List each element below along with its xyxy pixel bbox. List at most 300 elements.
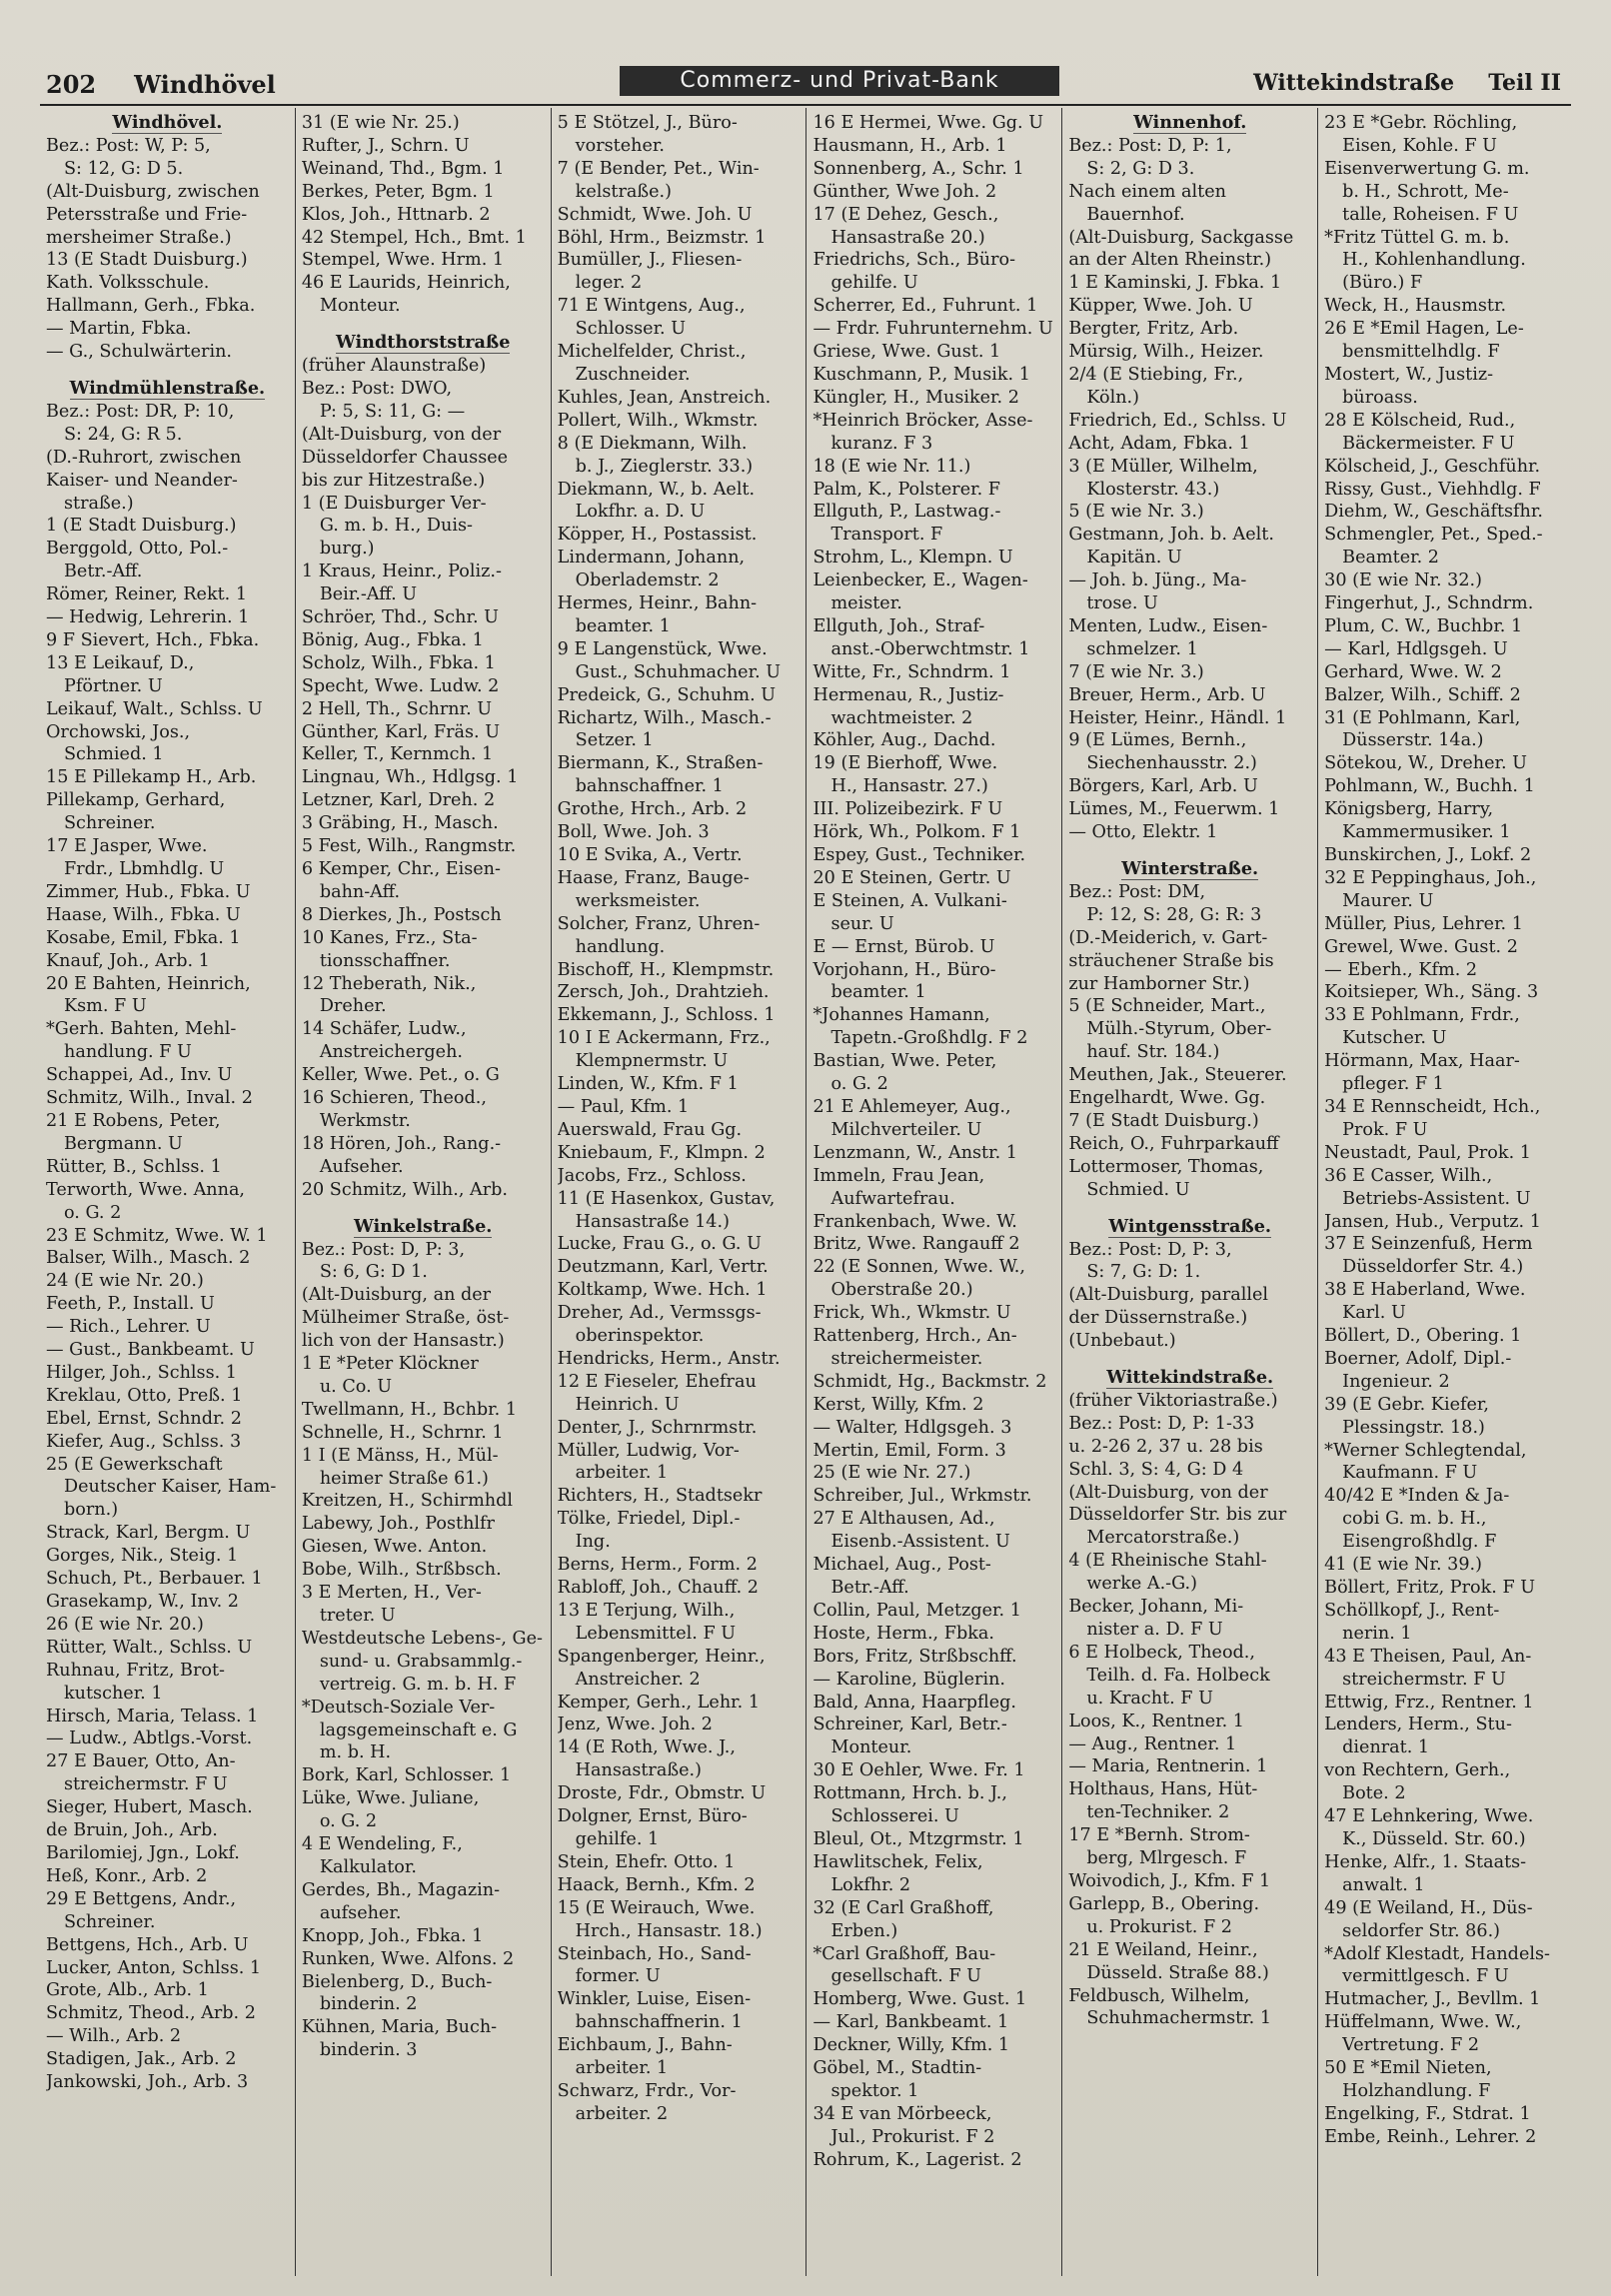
directory-entry: 39 (E Gebr. Kiefer, (1324, 1394, 1489, 1415)
directory-entry: schmelzer. 1 (1086, 638, 1198, 659)
directory-entry: cobi G. m. b. H., (1342, 1509, 1487, 1530)
directory-entry: 28 E Kölscheid, Rud., (1324, 410, 1516, 431)
directory-entry: werksmeister. (575, 890, 701, 911)
directory-entry: Bunskirchen, J., Lokf. 2 (1324, 845, 1532, 865)
directory-entry: werke A.-G.) (1086, 1574, 1197, 1595)
directory-entry: (Büro.) F (1342, 273, 1423, 294)
directory-entry: vermittlgesch. F U (1342, 1966, 1509, 1987)
directory-entry: 15 E Pillekamp H., Arb. (46, 767, 257, 788)
directory-entry: (D.-Ruhrort, zwischen (46, 447, 242, 468)
directory-entry: 18 Hören, Joh., Rang.- (301, 1133, 502, 1154)
directory-entry: u. Co. U (319, 1376, 393, 1397)
directory-entry: 32 E Peppinghaus, Joh., (1324, 867, 1537, 888)
directory-entry: Lindermann, Johann, (557, 548, 746, 569)
directory-entry: Düsseldorfer Str. bis zur (1068, 1505, 1287, 1526)
directory-entry: Mürsig, Wilh., Heizer. (1068, 342, 1264, 363)
directory-entry: Michelfelder, Christ., (557, 342, 747, 363)
directory-entry: 13 E Terjung, Wilh., (557, 1600, 736, 1621)
directory-entry: o. G. 2 (319, 1811, 378, 1832)
directory-entry: 3 E Merten, H., Ver- (301, 1583, 482, 1604)
directory-entry: straße.) (64, 493, 134, 514)
directory-entry: Schl. 3, S: 4, G: D 4 (1068, 1459, 1244, 1480)
directory-entry: Weck, H., Hausmstr. (1324, 296, 1507, 317)
directory-entry (46, 364, 289, 378)
directory-entry: 31 (E wie Nr. 25.) (301, 113, 460, 133)
directory-entry: — Frdr. Fuhrunternehm. U (812, 319, 1053, 340)
directory-entry: Acht, Adam, Fbka. 1 (1068, 433, 1250, 454)
directory-entry: 32 (E Carl Graßhoff, (812, 1897, 994, 1918)
directory-entry (1068, 1202, 1311, 1216)
directory-entry: Bez.: Post: DWO, (301, 378, 453, 399)
directory-entry: Böhl, Hrm., Beizmstr. 1 (557, 227, 767, 248)
directory-entry: lich von der Hansastr.) (301, 1331, 505, 1352)
directory-entry: hauf. Str. 184.) (1086, 1042, 1220, 1063)
street-heading-text: Winnenhof. (1133, 112, 1247, 133)
directory-entry: Köln.) (1086, 387, 1139, 408)
directory-entry: Bez.: Post: W, P: 5, (46, 135, 211, 156)
directory-entry: — Paul, Kfm. 1 (557, 1096, 690, 1117)
directory-entry: Klempnermstr. U (575, 1051, 729, 1072)
directory-entry: Espey, Gust., Techniker. (812, 845, 1026, 865)
directory-entry: Heß, Konr., Arb. 2 (46, 1865, 208, 1886)
directory-entry: Lenders, Herm., Stu- (1324, 1715, 1512, 1735)
directory-entry: Homberg, Wwe. Gust. 1 (812, 1989, 1027, 2010)
directory-entry: Eisen, Kohle. F U (1342, 135, 1498, 156)
directory-entry: *Gerh. Bahten, Mehl- (46, 1019, 237, 1040)
directory-entry: Lümes, M., Feuerwm. 1 (1068, 799, 1280, 820)
directory-entry: Hallmann, Gerh., Fbka. (46, 296, 256, 317)
directory-entry: Müller, Pius, Lehrer. 1 (1324, 913, 1523, 934)
directory-entry: Woivodich, J., Kfm. F 1 (1068, 1870, 1271, 1891)
directory-entry: 46 E Laurids, Heinrich, (301, 273, 511, 294)
directory-entry: Ekkemann, J., Schloss. 1 (557, 1005, 776, 1026)
directory-entry: P: 5, S: 11, G: — (319, 401, 466, 422)
directory-entry: Terworth, Wwe. Anna, (46, 1179, 246, 1200)
directory-entry: Königsberg, Harry, (1324, 799, 1494, 820)
header-left (46, 70, 276, 99)
directory-entry: spektor. 1 (830, 2080, 919, 2101)
directory-entry: Jenz, Wwe. Joh. 2 (557, 1715, 714, 1735)
directory-entry: talle, Roheisen. F U (1342, 204, 1519, 225)
directory-entry: Schappei, Ad., Inv. U (46, 1065, 233, 1086)
directory-entry: Nach einem alten (1068, 181, 1226, 202)
directory-entry: S: 2, G: D 3. (1086, 158, 1195, 179)
directory-entry: Hansastraße 20.) (830, 227, 985, 248)
directory-entry: Heinrich. U (575, 1394, 680, 1415)
directory-entry: aufseher. (319, 1902, 402, 1923)
directory-entry: P: 12, S: 28, G: R: 3 (1086, 904, 1262, 925)
directory-entry: Bumüller, J., Fliesen- (557, 250, 743, 271)
directory-entry: Biermann, K., Straßen- (557, 753, 764, 774)
directory-entry: Bez.: Post: D, P: 3, (1068, 1239, 1232, 1260)
directory-entry: Palm, K., Polsterer. F (812, 479, 1000, 500)
directory-entry: Mercatorstraße.) (1086, 1528, 1240, 1549)
directory-entry: Hermes, Heinr., Bahn- (557, 593, 758, 614)
directory-entry: 47 E Lehnkering, Wwe. (1324, 1806, 1534, 1827)
directory-entry: dienrat. 1 (1342, 1737, 1430, 1758)
directory-entry: — Hedwig, Lehrerin. 1 (46, 607, 250, 628)
street-heading (1068, 112, 1311, 135)
directory-entry: Günther, Karl, Fräs. U (301, 721, 501, 742)
directory-entry: *Deutsch-Soziale Ver- (301, 1697, 496, 1718)
directory-entry: Diehm, W., Geschäftsfhr. (1324, 502, 1543, 523)
directory-entry: Schwarz, Frdr., Vor- (557, 2080, 737, 2101)
directory-entry: Pollert, Wilh., Wkmstr. (557, 410, 759, 431)
directory-entry: Zuschneider. (575, 364, 691, 385)
directory-entry: — Joh. b. Jüng., Ma- (1068, 571, 1247, 591)
directory-entry: Bleul, Ot., Mtzgrmstr. 1 (812, 1828, 1024, 1849)
directory-entry: (Alt-Duisburg, von der (1068, 1482, 1268, 1503)
directory-entry: bensmittelhdlg. F (1342, 342, 1500, 363)
directory-entry: 25 (E wie Nr. 27.) (812, 1463, 971, 1484)
directory-entry: beamter. 1 (575, 615, 671, 636)
directory-entry: Lingnau, Wh., Hdlgsg. 1 (301, 767, 519, 788)
directory-entry: Milchverteiler. U (830, 1119, 982, 1140)
directory-entry: 6 E Holbeck, Theod., (1068, 1642, 1255, 1663)
page-number: 202 (46, 70, 97, 99)
directory-entry: 30 E Oehler, Wwe. Fr. 1 (812, 1760, 1025, 1781)
directory-entry: Richartz, Wilh., Masch.- (557, 707, 772, 728)
directory-entry: Haase, Franz, Bauge- (557, 867, 750, 888)
directory-entry: Westdeutsche Lebens-, Ge- (301, 1628, 543, 1649)
directory-entry: 7 (E wie Nr. 3.) (1068, 661, 1204, 682)
directory-entry: seur. U (830, 913, 894, 934)
directory-entry: Friedrich, Ed., Schlss. U (1068, 410, 1287, 431)
directory-entry: Haack, Bernh., Kfm. 2 (557, 1874, 756, 1895)
header-right (1253, 70, 1561, 96)
directory-entry: Tölke, Friedel, Dipl.- (557, 1509, 741, 1530)
directory-entry: 1 (E Stadt Duisburg.) (46, 516, 237, 537)
directory-entry: Gorges, Nik., Steig. 1 (46, 1546, 239, 1567)
directory-entry: 12 Theberath, Nik., (301, 973, 477, 994)
directory-entry: Knopp, Joh., Fbka. 1 (301, 1925, 484, 1946)
directory-entry: Lokfhr. a. D. U (575, 502, 706, 523)
directory-entry: leger. 2 (575, 273, 643, 294)
directory-entry: Kölscheid, J., Geschführ. (1324, 456, 1541, 477)
directory-entry: — Eberh., Kfm. 2 (1324, 959, 1478, 980)
directory-entry: Schuch, Pt., Berbauer. 1 (46, 1569, 263, 1590)
directory-entry: Schmidt, Wwe. Joh. U (557, 204, 753, 225)
directory-entry: Giesen, Wwe. Anton. (301, 1537, 488, 1558)
directory-entry: (D.-Meiderich, v. Gart- (1068, 927, 1268, 948)
directory-entry: Römer, Reiner, Rekt. 1 (46, 584, 248, 605)
directory-entry: Predeick, G., Schuhm. U (557, 684, 777, 705)
directory-entry: Küngler, H., Musiker. 2 (812, 387, 1019, 408)
directory-entry: Berns, Herm., Form. 2 (557, 1555, 758, 1576)
directory-entry: 20 Schmitz, Wilh., Arb. (301, 1179, 508, 1200)
directory-entry: bahnschaffner. 1 (575, 776, 724, 797)
directory-entry: Mostert, W., Justiz- (1324, 364, 1494, 385)
directory-entry: Küpper, Wwe. Joh. U (1068, 296, 1253, 317)
directory-entry: Schreiner. (64, 1911, 156, 1932)
directory-entry: 5 Fest, Wilh., Rangmstr. (301, 836, 517, 857)
directory-entry: Grasekamp, W., Inv. 2 (46, 1592, 239, 1612)
directory-entry: Becker, Johann, Mi- (1068, 1597, 1244, 1618)
directory-entry: Balzer, Wilh., Schiff. 2 (1324, 684, 1521, 705)
directory-entry: Ellguth, Joh., Straf- (812, 615, 985, 636)
directory-entry: Haase, Wilh., Fbka. U (46, 904, 241, 925)
directory-entry: 23 E *Gebr. Röchling, (1324, 113, 1518, 133)
directory-entry: 2 Hell, Th., Schrnr. U (301, 698, 493, 719)
directory-entry: Lucker, Anton, Schlss. 1 (46, 1957, 262, 1978)
directory-entry: sund- u. Grabsammlg.- (319, 1651, 523, 1672)
directory-entry: gesellschaft. F U (830, 1966, 981, 1987)
directory-entry: burg.) (319, 539, 375, 560)
directory-entry: Bastian, Wwe. Peter, (812, 1051, 997, 1072)
directory-entry: S: 7, G: D: 1. (1086, 1262, 1201, 1283)
directory-entry: Grote, Alb., Arb. 1 (46, 1980, 209, 2001)
directory-entry: 3 (E Müller, Wilhelm, (1068, 456, 1258, 477)
directory-entry: trose. U (1086, 593, 1158, 614)
directory-entry: Schröer, Thd., Schr. U (301, 607, 499, 628)
directory-entry: Knauf, Joh., Arb. 1 (46, 950, 210, 971)
directory-entry: Labewy, Joh., Posthlfr (301, 1514, 495, 1535)
directory-entry: — Karl, Hdlgsgeh. U (1324, 638, 1508, 659)
directory-entry: Hoste, Herm., Fbka. (812, 1623, 994, 1644)
directory-entry: Jacobs, Frz., Schloss. (557, 1165, 747, 1186)
directory-entry: von Rechtern, Gerh., (1324, 1760, 1511, 1781)
directory-entry: Feeth, P., Install. U (46, 1294, 215, 1315)
directory-entry: 16 E Hermei, Wwe. Gg. U (812, 113, 1044, 133)
directory-entry: Vorjohann, H., Büro- (812, 959, 996, 980)
directory-entry: Hutmacher, J., Bevllm. 1 (1324, 1989, 1541, 2010)
directory-entry: (Unbebaut.) (1068, 1331, 1176, 1352)
directory-entry: Lenzmann, W., Anstr. 1 (812, 1142, 1017, 1163)
directory-entry: anwalt. 1 (1342, 1874, 1425, 1895)
directory-entry: — Martin, Fbka. (46, 319, 192, 340)
directory-entry: handlung. F U (64, 1042, 192, 1063)
directory-entry: Reich, O., Fuhrparkauff (1068, 1133, 1279, 1154)
directory-entry: Kreitzen, H., Schirmhdl (301, 1491, 513, 1512)
street-heading (302, 332, 545, 355)
directory-entry: 2/4 (E Stiebing, Fr., (1068, 364, 1244, 385)
directory-entry: 50 E *Emil Nieten, (1324, 2058, 1492, 2079)
directory-entry: 3 Gräbing, H., Masch. (301, 813, 499, 834)
directory-entry: Kiefer, Aug., Schlss. 3 (46, 1431, 242, 1452)
directory-entry: Rissy, Gust., Viehhdlg. F (1324, 479, 1541, 500)
directory-entry: Dolgner, Ernst, Büro- (557, 1806, 748, 1827)
directory-entry: streichermstr. F U (1342, 1669, 1506, 1690)
directory-entry: Kath. Volksschule. (46, 273, 210, 294)
directory-entry: Stempel, Wwe. Hrm. 1 (301, 250, 505, 271)
directory-entry: 23 E Schmitz, Wwe. W. 1 (46, 1225, 268, 1246)
directory-entry: III. Polizeibezirk. F U (812, 799, 1003, 820)
directory-entry: an der Alten Rheinstr.) (1068, 250, 1272, 271)
directory-entry: 49 (E Weiland, H., Düs- (1324, 1897, 1533, 1918)
directory-entry: Bergmann. U (64, 1133, 183, 1154)
directory-entry: Bönig, Aug., Fbka. 1 (301, 629, 484, 650)
directory-entry: Ebel, Ernst, Schndr. 2 (46, 1408, 242, 1429)
directory-entry: 24 (E wie Nr. 20.) (46, 1271, 204, 1292)
directory-entry: Linden, W., Kfm. F 1 (557, 1074, 739, 1095)
column-4 (806, 108, 1062, 2276)
directory-entry: (früher Viktoriastraße.) (1068, 1390, 1278, 1411)
directory-entry: Letzner, Karl, Dreh. 2 (301, 790, 496, 811)
directory-entry: 8 (E Diekmann, Wilh. (557, 433, 748, 454)
directory-entry: Tapetn.-Großhdlg. F 2 (830, 1028, 1028, 1049)
directory-entry: der Düssernstraße.) (1068, 1308, 1248, 1329)
directory-entry: Leienbecker, E., Wagen- (812, 571, 1028, 591)
directory-entry: Köpper, H., Postassist. (557, 525, 758, 546)
directory-entry: Kaufmann. F U (1342, 1463, 1478, 1484)
directory-entry: 4 E Wendeling, F., (301, 1834, 463, 1855)
directory-entry: Menten, Ludw., Eisen- (1068, 615, 1268, 636)
directory-entry: Vertretung. F 2 (1342, 2035, 1480, 2056)
directory-entry: (Alt-Duisburg, von der (301, 424, 502, 445)
directory-entry: Schreiner. (64, 813, 156, 834)
directory-entry: Kaiser- und Neander- (46, 470, 238, 491)
column-1 (40, 108, 296, 2276)
column-6 (1318, 108, 1573, 2276)
directory-entry: Düsseldorfer Chaussee (301, 447, 509, 468)
directory-entry: Koltkamp, Wwe. Hch. 1 (557, 1280, 768, 1301)
directory-entry: Scholz, Wilh., Fbka. 1 (301, 652, 496, 673)
directory-entry: 16 Schieren, Theod., (301, 1088, 487, 1109)
directory-entry: Bald, Anna, Haarpfleg. (812, 1692, 1017, 1713)
directory-entry: Schnelle, H., Schrnr. 1 (301, 1422, 504, 1443)
directory-entry: Gust., Schuhmacher. U (575, 661, 782, 682)
directory-entry: Sonnenberg, A., Schr. 1 (812, 158, 1024, 179)
directory-entry: 22 (E Sonnen, Wwe. W., (812, 1257, 1025, 1278)
street-heading-text: Windmühlenstraße. (69, 377, 266, 399)
directory-entry: Göbel, M., Stadtin- (812, 2058, 982, 2079)
directory-entry: 1 E *Peter Klöckner (301, 1354, 479, 1375)
street-heading-text: Windthorststraße (336, 332, 511, 354)
directory-entry: Bez.: Post: DM, (1068, 881, 1206, 902)
directory-entry: Eisenb.-Assistent. U (830, 1532, 1010, 1553)
directory-entry: sträuchener Straße bis (1068, 950, 1274, 971)
directory-entry: Winkler, Luise, Eisen- (557, 1989, 752, 2010)
directory-entry: Neustadt, Paul, Prok. 1 (1324, 1142, 1531, 1163)
directory-entry: Mertin, Emil, Form. 3 (812, 1440, 1006, 1461)
directory-entry: de Bruin, Joh., Arb. (46, 1820, 218, 1841)
directory-entry: 25 (E Gewerkschaft (46, 1454, 223, 1475)
directory-entry: Feldbusch, Wilhelm, (1068, 1985, 1250, 2006)
directory-entry: 30 (E wie Nr. 32.) (1324, 571, 1483, 591)
directory-entry: — Otto, Elektr. 1 (1068, 822, 1218, 843)
directory-entry: 1 Kraus, Heinr., Poliz.- (301, 562, 502, 582)
directory-entry: pfleger. F 1 (1342, 1074, 1444, 1095)
directory-entry: arbeiter. 2 (575, 2103, 669, 2124)
directory-entry: Kutscher. U (1342, 1028, 1447, 1049)
street-heading (46, 378, 289, 401)
directory-entry: Michael, Aug., Post- (812, 1555, 991, 1576)
directory-entry: Grewel, Wwe. Gust. 2 (1324, 936, 1518, 957)
directory-entry: Lucke, Frau G., o. G. U (557, 1234, 762, 1255)
directory-entry: meister. (830, 593, 902, 614)
directory-entry: treter. U (319, 1606, 396, 1626)
bank-advertisement: Commerz- und Privat-Bank (620, 66, 1059, 96)
directory-entry: Frankenbach, Wwe. W. (812, 1211, 1017, 1232)
directory-entry: Schmidt, Hg., Backmstr. 2 (812, 1371, 1047, 1392)
directory-entry: Hausmann, H., Arb. 1 (812, 135, 1007, 156)
directory-entry: Loos, K., Rentner. 1 (1068, 1711, 1244, 1731)
directory-entry: former. U (575, 1966, 661, 1987)
directory-entry: streichermeister. (830, 1348, 983, 1369)
directory-entry: 37 E Seinzenfuß, Herm (1324, 1234, 1533, 1255)
directory-entry: — Karl, Bankbeamt. 1 (812, 2012, 1009, 2033)
directory-entry: 7 (E Stadt Duisburg.) (1068, 1110, 1259, 1131)
directory-entry: Kuschmann, P., Musik. 1 (812, 364, 1030, 385)
street-heading (46, 112, 289, 135)
directory-entry: 1 (E Duisburger Ver- (301, 493, 487, 514)
directory-entry: tionsschaffner. (319, 950, 451, 971)
directory-entry: Kerst, Willy, Kfm. 2 (812, 1394, 984, 1415)
directory-entry: Maurer. U (1342, 890, 1434, 911)
directory-entry: Berggold, Otto, Pol.- (46, 539, 229, 560)
directory-entry: Ksm. F U (64, 996, 147, 1017)
directory-entry: Düsseld. Straße 88.) (1086, 1962, 1269, 1983)
directory-entry: Griese, Wwe. Gust. 1 (812, 342, 1001, 363)
directory-entry: 14 (E Roth, Wwe. J., (557, 1737, 736, 1758)
directory-entry: Oberlademstr. 2 (575, 571, 720, 591)
part-label: Teil II (1488, 70, 1561, 96)
directory-entry: — Gust., Bankbeamt. U (46, 1340, 255, 1361)
street-heading-text: Wittekindstraße. (1106, 1367, 1274, 1389)
directory-entry: Ettwig, Frz., Rentner. 1 (1324, 1692, 1534, 1713)
directory-entry: Lottermoser, Thomas, (1068, 1156, 1264, 1177)
directory-entry: Petersstraße und Frie- (46, 204, 248, 225)
directory-entry: Oberstraße 20.) (830, 1280, 973, 1301)
directory-entry: Beamter. 2 (1342, 548, 1439, 569)
directory-entry: Droste, Fdr., Obmstr. U (557, 1783, 767, 1804)
header-street-first: Windhövel (134, 70, 276, 99)
directory-entry: 9 E Langenstück, Wwe. (557, 638, 768, 659)
directory-entry: b. J., Zieglerstr. 33.) (575, 456, 754, 477)
directory-entry: Bote. 2 (1342, 1783, 1406, 1804)
directory-entry: 20 E Bahten, Heinrich, (46, 973, 251, 994)
directory-entry: 10 E Svika, A., Vertr. (557, 845, 743, 865)
directory-entry: *Adolf Klestadt, Handels- (1324, 1943, 1550, 1964)
directory-entry: G. m. b. H., Duis- (319, 516, 473, 537)
directory-entry: 38 E Haberland, Wwe. (1324, 1280, 1526, 1301)
directory-entry: 10 Kanes, Frz., Sta- (301, 927, 478, 948)
directory-entry: Strack, Karl, Bergm. U (46, 1523, 251, 1544)
directory-entry: gehilfe. 1 (575, 1828, 660, 1849)
directory-entry: Prok. F U (1342, 1119, 1428, 1140)
directory-entry: Kreklau, Otto, Preß. 1 (46, 1385, 243, 1406)
directory-entry: Dreher, Ad., Vermssgs- (557, 1303, 762, 1324)
directory-entry: Richters, H., Stadtsekr (557, 1486, 763, 1507)
directory-entry: Grothe, Hrch., Arb. 2 (557, 799, 748, 820)
directory-entry: Eisengroßhdlg. F (1342, 1532, 1497, 1553)
directory-entry: Plessingstr. 18.) (1342, 1417, 1485, 1438)
directory-entry: Hirsch, Maria, Telass. 1 (46, 1706, 259, 1726)
directory-entry: — G., Schulwärterin. (46, 342, 232, 363)
directory-entry: Bez.: Post: D, P: 1, (1068, 135, 1232, 156)
directory-entry: Ellguth, P., Lastwag.- (812, 502, 1001, 523)
directory-entry: — Aug., Rentner. 1 (1068, 1733, 1237, 1754)
directory-entry: S: 24, G: R 5. (64, 424, 183, 445)
directory-entry: (Alt-Duisburg, an der (301, 1285, 492, 1306)
directory-entry: Betriebs-Assistent. U (1342, 1188, 1531, 1209)
directory-entry: Diekmann, W., b. Aelt. (557, 479, 756, 500)
directory-entry: Bez.: Post: DR, P: 10, (46, 401, 235, 422)
directory-entry: Karl. U (1342, 1303, 1406, 1324)
directory-entry: Twellmann, H., Bchbr. 1 (301, 1399, 518, 1420)
directory-entry: Kühnen, Maria, Buch- (301, 2017, 498, 2038)
street-heading (1068, 1367, 1311, 1390)
directory-entry: 12 E Fieseler, Ehefrau (557, 1371, 757, 1392)
directory-entry: Erben.) (830, 1920, 898, 1941)
directory-entry: Böllert, D., Obering. 1 (1324, 1326, 1522, 1347)
directory-entry: Scherrer, Ed., Fuhrunt. 1 (812, 296, 1038, 317)
directory-entry: lagsgemeinschaft e. G (319, 1720, 518, 1740)
directory-entry: Meuthen, Jak., Steuerer. (1068, 1065, 1287, 1086)
directory-entry: 26 (E wie Nr. 20.) (46, 1614, 204, 1635)
directory-entry: o. G. 2 (64, 1202, 122, 1223)
directory-entry: vorsteher. (575, 135, 665, 156)
